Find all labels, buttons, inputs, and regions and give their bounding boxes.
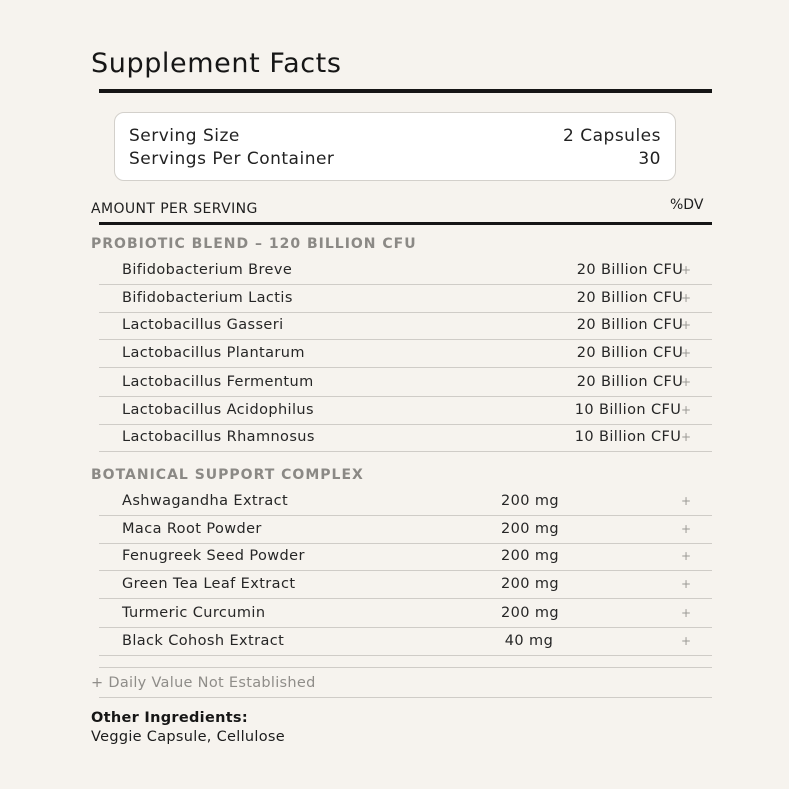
ingredient-amount: 20 Billion CFU: [576, 374, 684, 390]
row-divider: [99, 570, 712, 571]
ingredient-amount: 20 Billion CFU: [576, 262, 684, 278]
ingredient-name: Turmeric Curcumin: [122, 605, 266, 621]
serving-info-box: [114, 112, 676, 181]
ingredient-amount: 20 Billion CFU: [576, 290, 684, 306]
table-row: [99, 258, 712, 285]
table-row: [99, 572, 712, 599]
servings-per-container-value: 30: [638, 149, 661, 169]
table-row: [99, 286, 712, 313]
ingredient-amount: 40 mg: [504, 633, 554, 649]
ingredient-amount: 10 Billion CFU: [574, 429, 682, 445]
footnote-divider: [99, 697, 712, 698]
daily-value-header: %DV: [670, 197, 704, 213]
ingredient-name: Bifidobacterium Lactis: [122, 290, 293, 306]
ingredient-amount: 200 mg: [500, 521, 559, 537]
ingredient-dv: +: [681, 494, 692, 508]
row-divider: [99, 367, 712, 368]
table-row: [99, 544, 712, 571]
servings-per-container-label: Servings Per Container: [129, 149, 335, 169]
row-divider: [99, 451, 712, 452]
ingredient-amount: 200 mg: [500, 605, 559, 621]
ingredient-name: Bifidobacterium Breve: [122, 262, 293, 278]
table-row: [99, 370, 712, 397]
ingredient-name: Lactobacillus Rhamnosus: [122, 429, 315, 445]
ingredient-amount: 200 mg: [500, 493, 559, 509]
ingredient-dv: +: [681, 403, 692, 417]
botanical-complex-heading: BOTANICAL SUPPORT COMPLEX: [91, 467, 364, 483]
row-divider: [99, 515, 712, 516]
table-row: [99, 517, 712, 544]
ingredient-amount: 200 mg: [500, 576, 559, 592]
ingredient-dv: +: [681, 346, 692, 360]
ingredient-dv: +: [681, 634, 692, 648]
amount-per-serving-header: AMOUNT PER SERVING: [91, 201, 258, 217]
ingredient-amount: 20 Billion CFU: [576, 345, 684, 361]
table-row: [99, 425, 712, 452]
ingredient-name: Ashwagandha Extract: [122, 493, 289, 509]
serving-size-row: [129, 124, 661, 148]
ingredient-dv: +: [681, 430, 692, 444]
ingredient-name: Fenugreek Seed Powder: [122, 548, 305, 564]
ingredient-dv: +: [681, 606, 692, 620]
table-row: [99, 341, 712, 368]
ingredient-dv: +: [681, 318, 692, 332]
row-divider: [99, 396, 712, 397]
ingredient-dv: +: [681, 577, 692, 591]
table-row: [99, 629, 712, 656]
other-ingredients-text: Veggie Capsule, Cellulose: [91, 729, 285, 745]
ingredient-name: Black Cohosh Extract: [122, 633, 285, 649]
row-divider: [99, 284, 712, 285]
panel-title: Supplement Facts: [91, 48, 342, 79]
ingredient-name: Lactobacillus Plantarum: [122, 345, 305, 361]
ingredient-name: Lactobacillus Fermentum: [122, 374, 314, 390]
ingredient-name: Maca Root Powder: [122, 521, 262, 537]
ingredient-dv: +: [681, 263, 692, 277]
row-divider: [99, 598, 712, 599]
row-divider: [99, 339, 712, 340]
table-row: [99, 313, 712, 340]
row-divider: [99, 627, 712, 628]
ingredient-name: Green Tea Leaf Extract: [122, 576, 296, 592]
other-ingredients-title: Other Ingredients:: [91, 710, 248, 726]
table-row: [99, 489, 712, 516]
ingredient-amount: 10 Billion CFU: [574, 402, 682, 418]
table-row: [99, 601, 712, 628]
table-row: [99, 398, 712, 425]
ingredient-name: Lactobacillus Acidophilus: [122, 402, 314, 418]
ingredient-name: Lactobacillus Gasseri: [122, 317, 284, 333]
servings-per-container-row: [129, 147, 661, 171]
title-divider: [99, 89, 712, 93]
ingredient-amount: 200 mg: [500, 548, 559, 564]
ingredient-amount: 20 Billion CFU: [576, 317, 684, 333]
serving-size-label: Serving Size: [129, 126, 240, 146]
ingredient-dv: +: [681, 375, 692, 389]
section-divider: [99, 667, 712, 668]
row-divider: [99, 655, 712, 656]
probiotic-blend-heading: PROBIOTIC BLEND – 120 BILLION CFU: [91, 236, 417, 252]
ingredient-dv: +: [681, 549, 692, 563]
daily-value-footnote: + Daily Value Not Established: [91, 675, 316, 691]
ingredient-dv: +: [681, 522, 692, 536]
serving-size-value: 2 Capsules: [563, 126, 661, 146]
header-divider: [99, 222, 712, 225]
ingredient-dv: +: [681, 291, 692, 305]
